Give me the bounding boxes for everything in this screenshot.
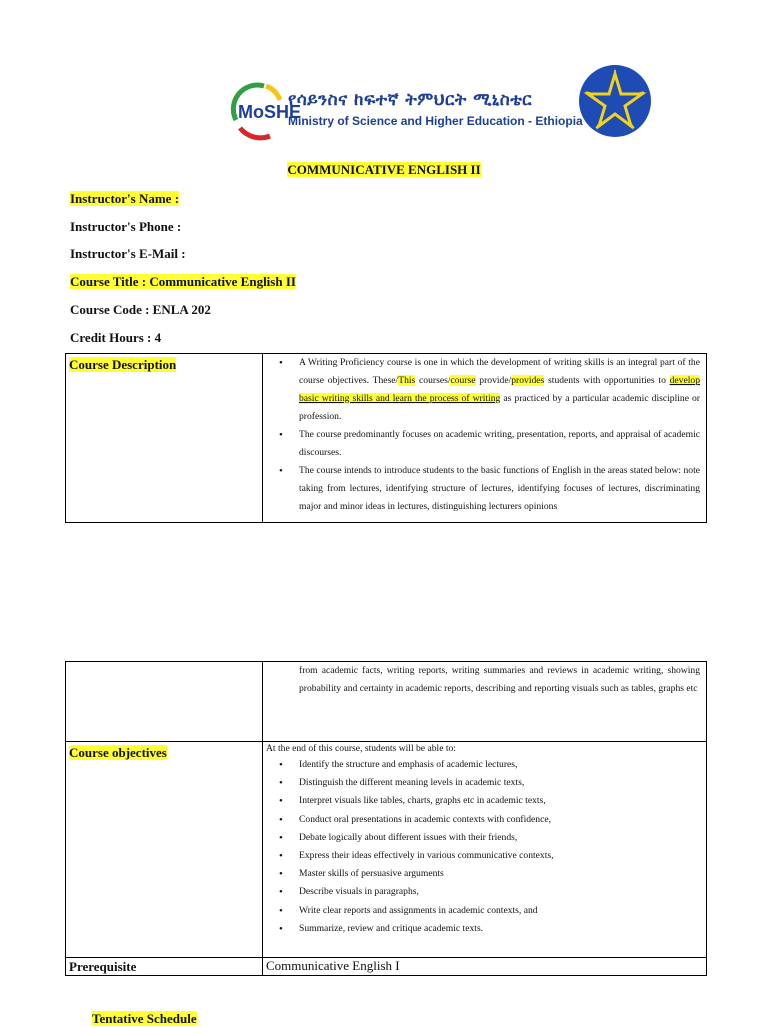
course-description-table (65, 353, 707, 523)
course-title-field: Course Title : Communicative English II (70, 274, 296, 289)
course-description-label: Course Description (69, 357, 177, 372)
course-description-content-cell (263, 354, 707, 523)
logo-amharic-text: የሳይንስና ከፍተኛ ትምህርት ሚኒስቴር (288, 90, 533, 110)
description-bullet-1: • A Writing Proficiency course is one in which the development of writing skills is an integral part of the course objectives. These/This courses/course provide/provides students with opportunities to develop basic writing skills and learn the process of writing as practiced by a particular academic discipline or profession. (263, 354, 700, 426)
logo-mark-text: MoSHE (238, 102, 301, 122)
objective-item: • Conduct oral presentations in academic contexts with confidence, (263, 811, 706, 829)
ministry-logo (222, 68, 583, 154)
logo-english-text: Ministry of Science and Higher Education - Ethiopia (288, 114, 583, 128)
objective-item: • Debate logically about different issues with their friends, (263, 829, 706, 847)
objective-item: • Summarize, review and critique academic texts. (263, 920, 706, 938)
instructor-email-field: Instructor's E-Mail : (70, 246, 186, 261)
objective-item: • Write clear reports and assignments in academic contexts, and (263, 902, 706, 920)
prerequisite-value: Communicative English I (263, 958, 707, 976)
description-continued: from academic facts, writing reports, writing summaries and reviews in academic writing, showing probability and certainty in academic reports, describing and reporting visuals such as tables, graphs etc (299, 665, 700, 694)
objectives-intro: At the end of this course, students will be able to: (266, 743, 456, 754)
tentative-schedule-heading: Tentative Schedule (92, 1011, 197, 1026)
course-description-label-cell (66, 354, 263, 523)
course-objectives-label-cell (66, 742, 263, 958)
prerequisite-label: Prerequisite (69, 959, 137, 974)
moshe-logo-mark (230, 80, 301, 142)
objective-item: • Identify the structure and emphasis of academic lectures, (263, 756, 706, 774)
objective-item: • Express their ideas effectively in various communicative contexts, (263, 847, 706, 865)
course-objectives-label: Course objectives (69, 745, 167, 760)
objective-item: • Distinguish the different meaning levels in academic texts, (263, 774, 706, 792)
continued-label-cell (66, 662, 263, 742)
description-bullet-2: • The course predominantly focuses on academic writing, presentation, reports, and appraisal of academic discourses. (263, 426, 700, 462)
document-title: COMMUNICATIVE ENGLISH II (287, 162, 481, 177)
course-code-field: Course Code : ENLA 202 (70, 302, 211, 317)
objective-item: • Master skills of persuasive arguments (263, 865, 706, 883)
objective-item: • Interpret visuals like tables, charts, graphs etc in academic texts, (263, 792, 706, 810)
instructor-name-field: Instructor's Name : (70, 191, 180, 206)
objective-item: • Describe visuals in paragraphs, (263, 883, 706, 901)
continued-description-cell (263, 662, 707, 742)
credit-hours-field: Credit Hours : 4 (70, 330, 162, 345)
description-bullet-3: • The course intends to introduce students to the basic functions of English in the areas stated below: note taking from lectures, identifying structure of lectures, identifying focuses of lectures, discriminating major and minor ideas in lectures, distinguishing lecturers opinions (263, 462, 700, 516)
prerequisite-label-cell (66, 958, 263, 976)
instructor-phone-field: Instructor's Phone : (70, 219, 182, 234)
ethiopia-emblem-icon (578, 64, 652, 138)
course-objectives-content-cell (263, 742, 707, 958)
course-details-table (65, 661, 707, 976)
objectives-list (263, 756, 706, 938)
